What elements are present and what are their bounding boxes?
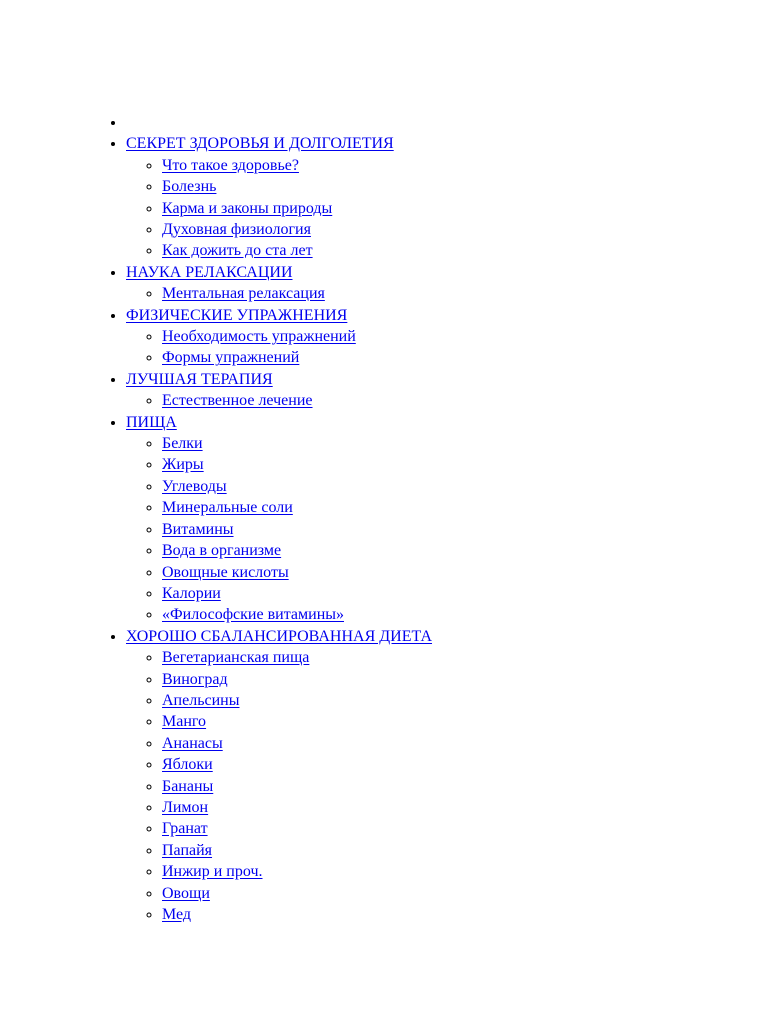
toc-subitem-link[interactable]: Что такое здоровье? bbox=[162, 156, 299, 174]
toc-subitem bbox=[162, 240, 432, 261]
toc-section bbox=[126, 412, 432, 626]
toc-sublist bbox=[126, 283, 432, 304]
toc-subitem bbox=[162, 604, 432, 625]
toc-sublist bbox=[126, 155, 432, 262]
toc-subitem bbox=[162, 776, 432, 797]
toc-subitem bbox=[162, 198, 432, 219]
toc-subitem-link[interactable]: Углеводы bbox=[162, 477, 227, 495]
toc-subitem bbox=[162, 818, 432, 839]
toc-section bbox=[126, 133, 432, 261]
toc-subitem bbox=[162, 883, 432, 904]
toc-subitem-link[interactable]: Овощи bbox=[162, 884, 210, 902]
table-of-contents bbox=[86, 112, 432, 925]
toc-subitem bbox=[162, 797, 432, 818]
toc-subitem-link[interactable]: Гранат bbox=[162, 820, 208, 838]
toc-subitem-link[interactable]: Яблоки bbox=[162, 756, 213, 774]
toc-subitem bbox=[162, 497, 432, 518]
toc-subitem bbox=[162, 347, 432, 368]
toc-section-link[interactable]: ЛУЧШАЯ ТЕРАПИЯ bbox=[126, 370, 273, 388]
toc-subitem-link[interactable]: Витамины bbox=[162, 520, 234, 538]
toc-subitem bbox=[162, 540, 432, 561]
toc-subitem bbox=[162, 669, 432, 690]
toc-subitem bbox=[162, 326, 432, 347]
toc-sublist bbox=[126, 326, 432, 369]
toc-section bbox=[126, 112, 432, 133]
toc-subitem-link[interactable]: Ментальная релаксация bbox=[162, 285, 325, 303]
toc-subitem-link[interactable]: Минеральные соли bbox=[162, 499, 293, 517]
toc-subitem bbox=[162, 733, 432, 754]
toc-section-link[interactable]: ПИЩА bbox=[126, 413, 177, 431]
toc-subitem bbox=[162, 711, 432, 732]
toc-section-link[interactable]: ФИЗИЧЕСКИЕ УПРАЖНЕНИЯ bbox=[126, 306, 348, 324]
toc-subitem bbox=[162, 583, 432, 604]
toc-subitem bbox=[162, 433, 432, 454]
toc-subitem-link[interactable]: Папайя bbox=[162, 841, 213, 859]
toc-sublist bbox=[126, 433, 432, 626]
toc-subitem-link[interactable]: Духовная физиология bbox=[162, 221, 311, 239]
toc-subitem bbox=[162, 754, 432, 775]
toc-subitem bbox=[162, 861, 432, 882]
toc-subitem-link[interactable]: «Философские витамины» bbox=[162, 606, 344, 624]
toc-sublist bbox=[126, 647, 432, 925]
toc-subitem-link[interactable]: Жиры bbox=[162, 456, 204, 474]
toc-subitem-link[interactable]: Апельсины bbox=[162, 691, 240, 709]
toc-subitem-link[interactable]: Овощные кислоты bbox=[162, 563, 289, 581]
toc-subitem bbox=[162, 647, 432, 668]
toc-section-link[interactable]: ХОРОШО СБАЛАНСИРОВАННАЯ ДИЕТА bbox=[126, 627, 433, 645]
toc-subitem-link[interactable]: Карма и законы природы bbox=[162, 199, 333, 217]
toc-subitem-link[interactable]: Бананы bbox=[162, 777, 214, 795]
toc-section-link[interactable]: СЕКРЕТ ЗДОРОВЬЯ И ДОЛГОЛЕТИЯ bbox=[126, 135, 394, 153]
toc-subitem bbox=[162, 904, 432, 925]
toc-subitem bbox=[162, 476, 432, 497]
toc-subitem-link[interactable]: Лимон bbox=[162, 798, 209, 816]
toc-section bbox=[126, 369, 432, 412]
toc-section bbox=[126, 305, 432, 369]
toc-subitem bbox=[162, 155, 432, 176]
toc-subitem bbox=[162, 840, 432, 861]
toc-subitem-link[interactable]: Формы упражнений bbox=[162, 349, 300, 367]
toc-subitem-link[interactable]: Манго bbox=[162, 713, 207, 731]
toc-subitem-link[interactable]: Калории bbox=[162, 584, 221, 602]
toc-subitem-link[interactable]: Виноград bbox=[162, 670, 228, 688]
toc-subitem-link[interactable]: Как дожить до ста лет bbox=[162, 242, 313, 260]
toc-subitem-link[interactable]: Мед bbox=[162, 906, 192, 924]
toc-section-link[interactable]: НАУКА РЕЛАКСАЦИИ bbox=[126, 263, 293, 281]
toc-subitem-link[interactable]: Инжир и проч. bbox=[162, 863, 263, 881]
toc-subitem bbox=[162, 390, 432, 411]
toc-subitem bbox=[162, 219, 432, 240]
toc-subitem bbox=[162, 176, 432, 197]
toc-subitem bbox=[162, 283, 432, 304]
toc-subitem-link[interactable]: Вегетарианская пища bbox=[162, 649, 310, 667]
toc-subitem-link[interactable]: Белки bbox=[162, 435, 203, 453]
toc-subitem bbox=[162, 562, 432, 583]
toc-subitem-link[interactable]: Вода в организме bbox=[162, 542, 282, 560]
toc-subitem-link[interactable]: Естественное лечение bbox=[162, 392, 313, 410]
toc-section bbox=[126, 626, 432, 926]
toc-subitem bbox=[162, 454, 432, 475]
toc-subitem-link[interactable]: Необходимость упражнений bbox=[162, 328, 356, 346]
toc-subitem bbox=[162, 690, 432, 711]
toc-subitem bbox=[162, 519, 432, 540]
toc-subitem-link[interactable]: Болезнь bbox=[162, 178, 217, 196]
toc-section bbox=[126, 262, 432, 305]
toc-sublist bbox=[126, 390, 432, 411]
toc-subitem-link[interactable]: Ананасы bbox=[162, 734, 223, 752]
